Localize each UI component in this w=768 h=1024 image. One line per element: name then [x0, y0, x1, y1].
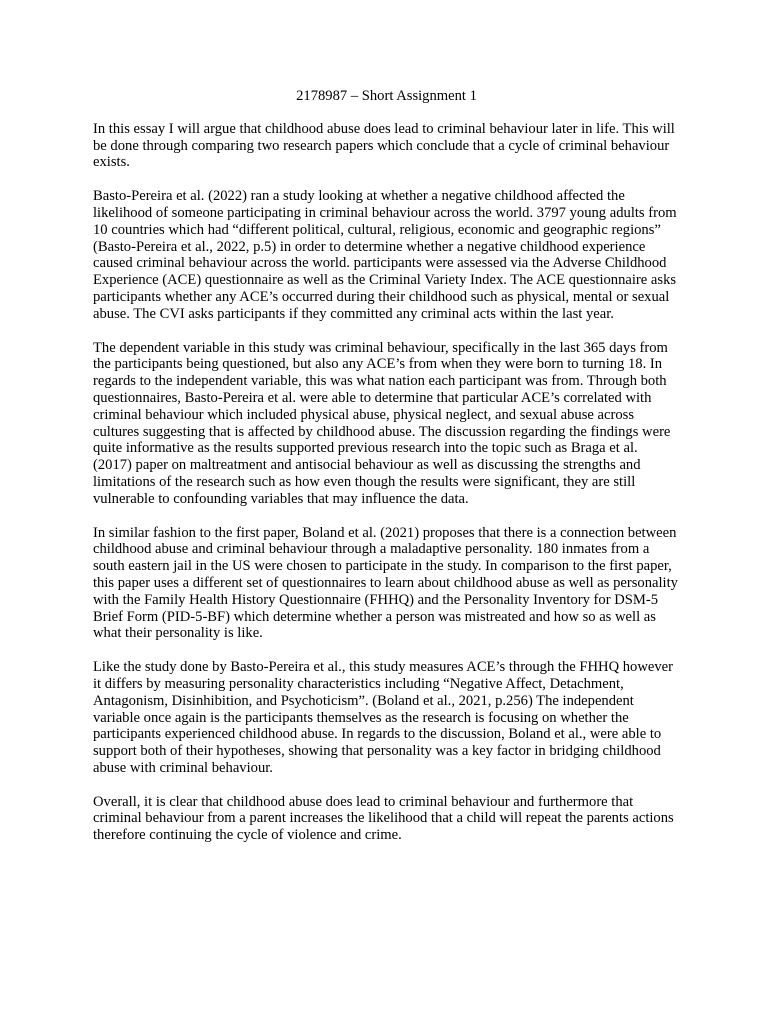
paragraph-introduction: In this essay I will argue that childhood abuse does lead to criminal behaviour later in life. This will be done through comparing two research papers which conclude that a cycle of criminal behaviour exists.	[93, 120, 675, 171]
paragraph-conclusion: Overall, it is clear that childhood abuse does lead to criminal behaviour and furthermore that criminal behaviour from a parent increases the likelihood that a child will repeat the parents actions therefore continuing the cycle of violence and crime.	[93, 793, 674, 844]
paragraph-basto-pereira-study: Basto-Pereira et al. (2022) ran a study looking at whether a negative childhood affected the likelihood of someone participating in criminal behaviour across the world. 3797 young adults from 10 countries which had “different political, cultural, religious, economic and geographic regions” (Basto-Pereira et al., 2022, p.5) in order to determine whether a negative childhood experience caused criminal behaviour across the world. participants were assessed via the Adverse Childhood Experience (ACE) questionnaire as well as the Criminal Variety Index. The ACE questionnaire asks participants whether any ACE’s occurred during their childhood such as physical, mental or sexual abuse. The CVI asks participants if they committed any criminal acts within the last year.	[93, 188, 677, 322]
paragraph-variables-discussion: The dependent variable in this study was criminal behaviour, specifically in the last 365 days from the participants being questioned, but also any ACE’s from when they were born to turning 18. In regards to the independent variable, this was what nation each participant was from. Through both questionnaires, Basto-Pereira et al. were able to determine that particular ACE’s correlated with criminal behaviour which included physical abuse, physical neglect, and sexual abuse across cultures suggesting that is affected by childhood abuse. The discussion regarding the findings were quite informative as the results supported previous research into the topic such as Braga et al. (2017) paper on maltreatment and antisocial behaviour as well as discussing the strengths and limitations of the research such as how even though the results were significant, they are still vulnerable to confounding variables that may influence the data.	[93, 339, 671, 507]
paragraph-comparison: Like the study done by Basto-Pereira et al., this study measures ACE’s through the FHHQ however it differs by measuring personality characteristics including “Negative Affect, Detachment, Antagonism, Disinhibition, and Psychoticism”. (Boland et al., 2021, p.256) The independent variable once again is the participants themselves as the research is focusing on whether the participants experienced childhood abuse. In regards to the discussion, Boland et al., were able to support both of their hypotheses, showing that personality was a key factor in bridging childhood abuse with criminal behaviour.	[93, 659, 674, 776]
paragraph-boland-study: In similar fashion to the first paper, Boland et al. (2021) proposes that there is a connection between childhood abuse and criminal behaviour through a maladaptive personality. 180 inmates from a south eastern jail in the US were chosen to participate in the study. In comparison to the first paper, this paper uses a different set of questionnaires to learn about childhood abuse as well as personality with the Family Health History Questionnaire (FHHQ) and the Personality Inventory for DSM-5 Brief Form (PID-5-BF) which determine whether a person was mistreated and how so as well as what their personality is like.	[93, 524, 678, 642]
document-title: 2178987 – Short Assignment 1	[296, 88, 477, 104]
